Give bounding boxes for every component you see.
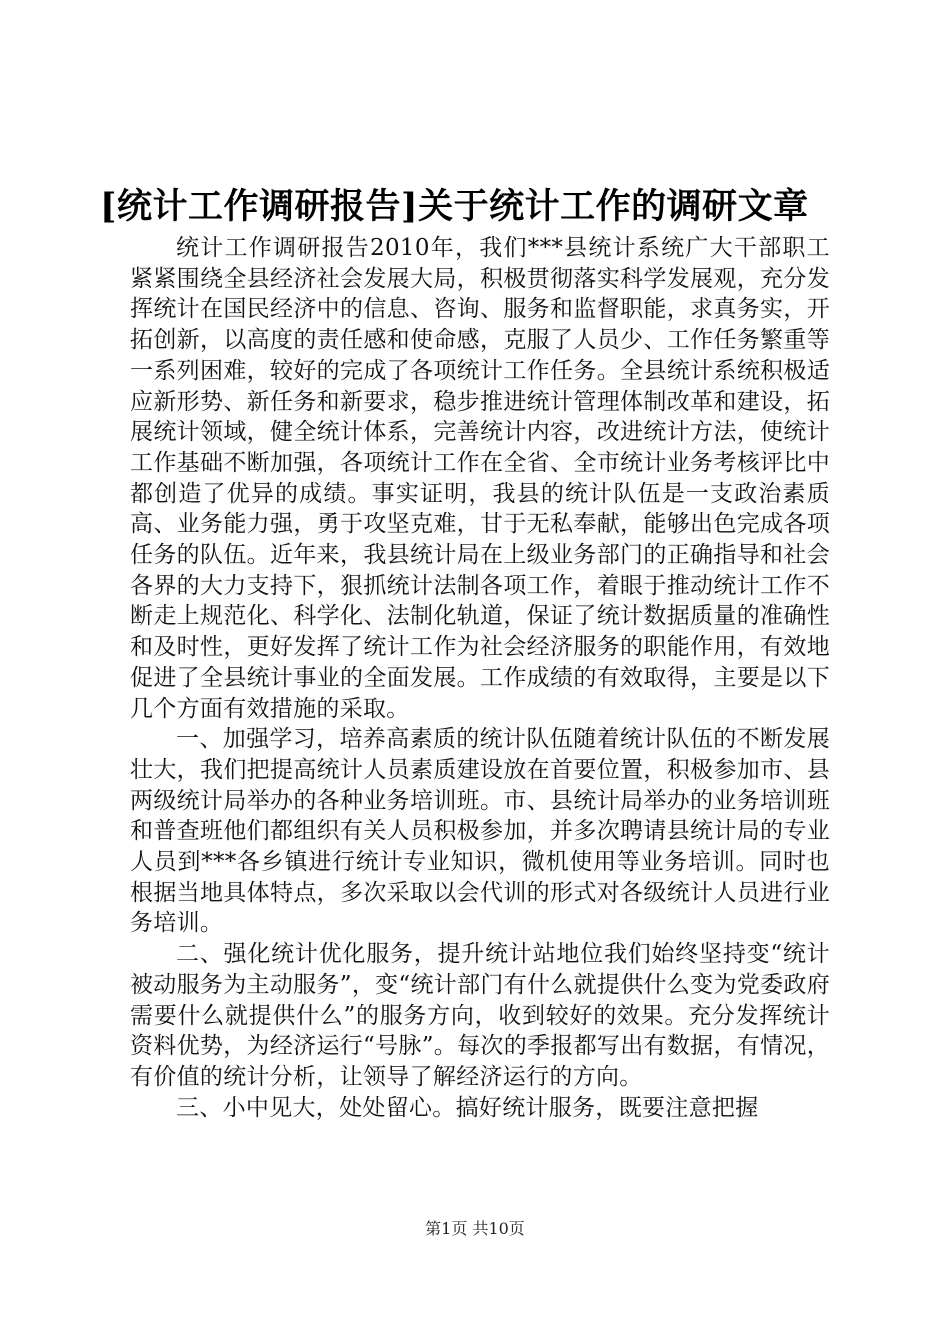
document-body [130, 233, 830, 1123]
paragraph-section-3: 三、小中见大，处处留心。搞好统计服务，既要注意把握 [176, 1094, 759, 1121]
paragraph-section-1: 一、加强学习，培养高素质的统计队伍随着统计队伍的不断发展壮大，我们把提高统计人员素质建设放在首要位置，积极参加市、县两级统计局举办的各种业务培训班。市、县统计局举办的业务培训班和普查班他们都组织有关人员积极参加，并多次聘请县统计局的专业人员到***各乡镇进行统计专业知识，微机使用等业务培训。同时也根据当地具体特点，多次采取以会代训的形式对各级统计人员进行业务培训。 [130, 726, 830, 937]
document-title: [统计工作调研报告]关于统计工作的调研文章 [100, 186, 809, 227]
page-number-footer: 第1页 共10页 [425, 1219, 525, 1238]
paragraph-section-2: 二、强化统计优化服务，提升统计站地位我们始终坚持变“统计被动服务为主动服务”，变“统计部门有什么就提供什么变为党委政府需要什么就提供什么”的服务方向，收到较好的效果。充分发挥统计资料优势，为经济运行“号脉”。每次的季报都写出有数据，有情况，有价值的统计分析，让领导了解经济运行的方向。 [130, 941, 830, 1090]
paragraph-intro: 统计工作调研报告2010年，我们***县统计系统广大干部职工紧紧围绕全县经济社会发展大局，积极贯彻落实科学发展观，充分发挥统计在国民经济中的信息、咨询、服务和监督职能，求真务实，开拓创新，以高度的责任感和使命感，克服了人员少、工作任务繁重等一系列困难，较好的完成了各项统计工作任务。全县统计系统积极适应新形势、新任务和新要求，稳步推进统计管理体制改革和建设，拓展统计领域，健全统计体系，完善统计内容，改进统计方法，使统计工作基础不断加强，各项统计工作在全省、全市统计业务考核评比中都创造了优异的成绩。事实证明，我县的统计队伍是一支政治素质高、业务能力强，勇于攻坚克难，甘于无私奉献，能够出色完成各项任务的队伍。近年来，我县统计局在上级业务部门的正确指导和社会各界的大力支持下，狠抓统计法制各项工作，着眼于推动统计工作不断走上规范化、科学化、法制化轨道，保证了统计数据质量的准确性和及时性，更好发挥了统计工作为社会经济服务的职能作用，有效地促进了全县统计事业的全面发展。工作成绩的有效取得，主要是以下几个方面有效措施的采取。 [130, 235, 830, 722]
